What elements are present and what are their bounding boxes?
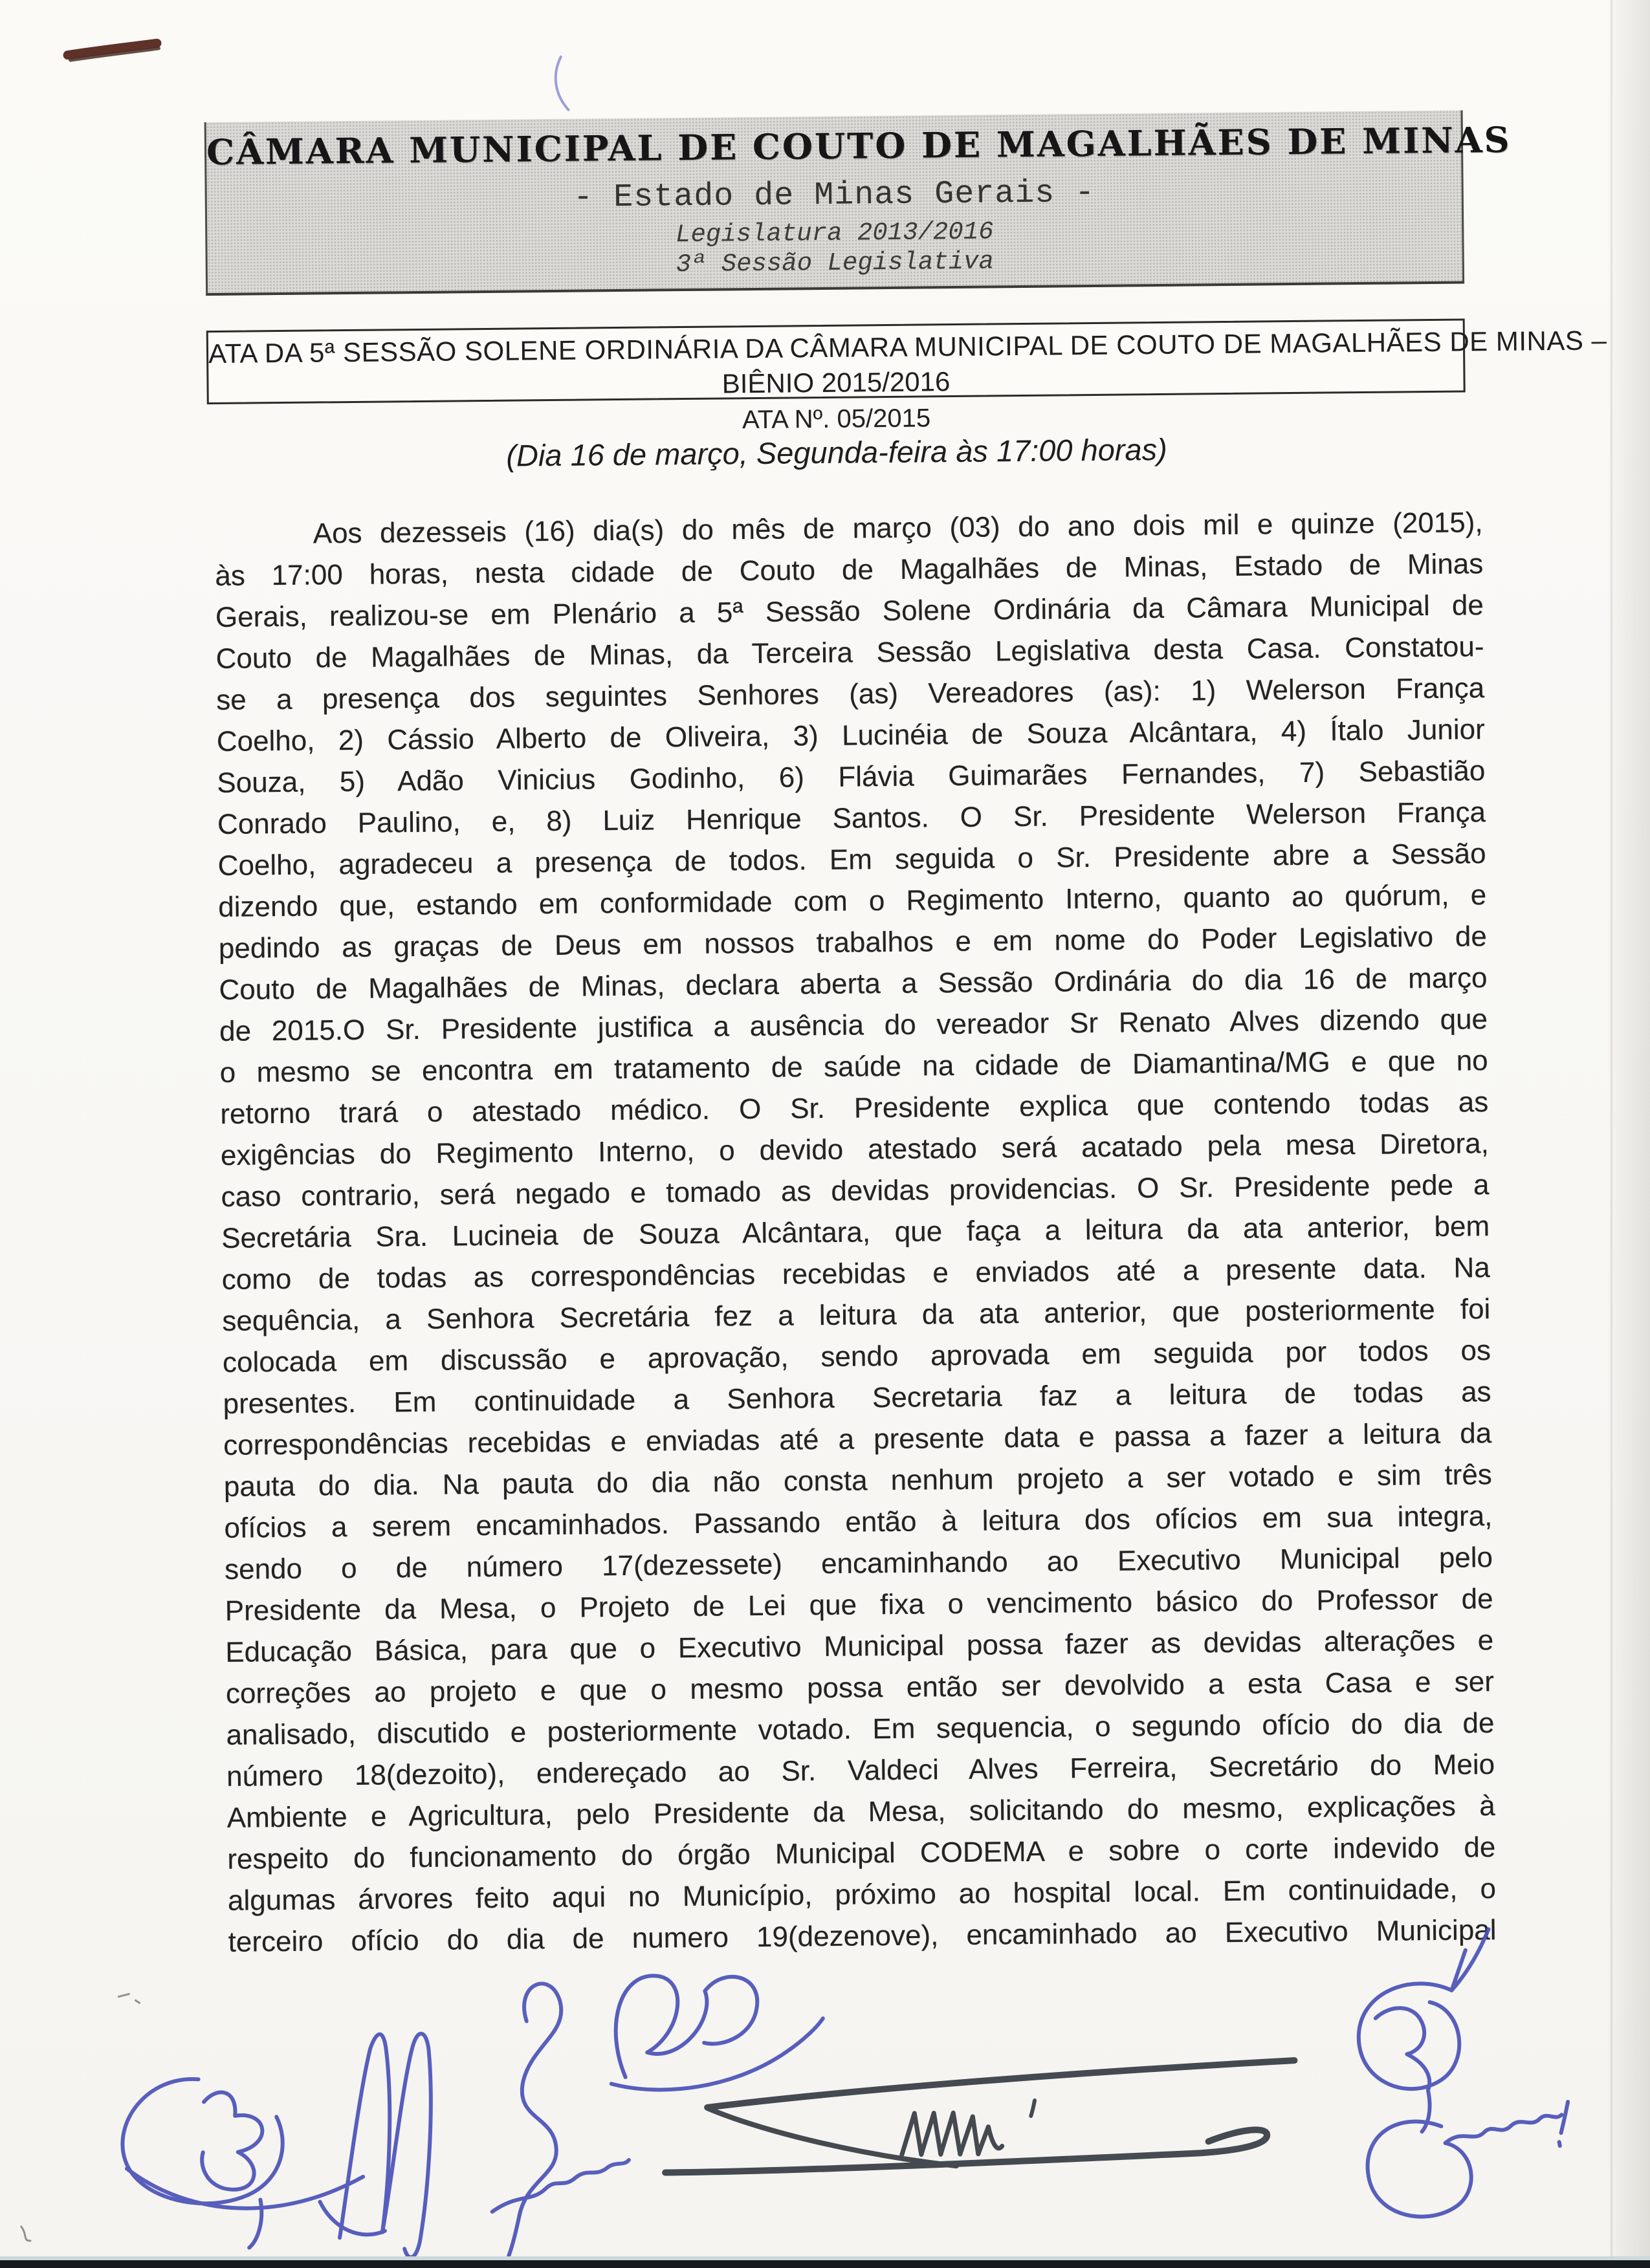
body-text-line: Presidente da Mesa, o Projeto de Lei que fixa o vencimento básico do Professor de xyxy=(225,1583,1493,1627)
session-datetime: (Dia 16 de março, Segunda-feira às 17:00 horas) xyxy=(506,431,1168,473)
scan-edge-shadow-right xyxy=(1609,0,1650,2268)
pencil-marks xyxy=(19,1994,142,2241)
body-text-line: retorno trará o atestado médico. O Sr. Presidente explica que contendo todas as xyxy=(220,1086,1489,1130)
body-text-line: se a presença dos seguintes Senhores (as) Vereadores (as): 1) Welerson França xyxy=(215,672,1485,717)
body-text-line: pauta do dia. Na pauta do dia não consta nenhum projeto a ser votado e sim três xyxy=(223,1459,1493,1503)
body-text-line: algumas árvores feito aqui no Município, próximo ao hospital local. Em continuidade, o xyxy=(227,1873,1497,1917)
body-text-line: Couto de Magalhães de Minas, da Terceira Sessão Legislativa desta Casa. Constatou- xyxy=(215,631,1484,675)
signature-4 xyxy=(610,1974,824,2090)
body-text-line: correspondências recebidas e enviadas até a presente data e passa a fazer a leitura da xyxy=(223,1417,1492,1461)
scan-edge-bar-bottom xyxy=(0,2260,1650,2268)
letterhead-title: CÂMARA MUNICIPAL DE COUTO DE MAGALHÃES DE MINAS xyxy=(206,118,1512,173)
body-text-line: sendo o de número 17(dezessete) encaminhando ao Executivo Municipal pelo xyxy=(224,1542,1493,1586)
signature-6 xyxy=(1358,1929,1490,2132)
body-text-line: Couto de Magalhães de Minas, declara aberta a Sessão Ordinária do dia 16 de março xyxy=(219,962,1488,1006)
pen-mark-top-left-edge xyxy=(71,49,159,60)
body-text-line: colocada em discussão e aprovação, sendo aprovada em seguida por todos os xyxy=(222,1335,1491,1379)
signature-7 xyxy=(1367,2102,1569,2217)
body-text-line: pedindo as graças de Deus em nossos trabalhos e em nome do Poder Legislativo de xyxy=(218,921,1488,965)
minutes-paragraph xyxy=(214,502,1496,1963)
body-text-line: analisado, discutido e posteriormente votado. Em sequencia, o segundo ofício do dia de xyxy=(226,1707,1495,1751)
body-text-line: dizendo que, estando em conformidade com o Regimento Interno, quanto ao quórum, e xyxy=(218,879,1487,923)
pen-mark-top-center xyxy=(555,57,568,110)
body-text-line: caso contrario, será negado e tomado as devidas providencias. O Sr. Presidente pede a xyxy=(221,1169,1490,1213)
body-text-line: exigências do Regimento Interno, o devido atestado será acatado pela mesa Diretora, xyxy=(220,1128,1490,1172)
scan-edge-line-right xyxy=(1611,0,1612,2268)
body-text-line: Souza, 5) Adão Vinicius Godinho, 6) Flávia Guimarães Fernandes, 7) Sebastião xyxy=(217,755,1486,799)
ata-title-line1: ATA DA 5ª SESSÃO SOLENE ORDINÁRIA DA CÂMARA MUNICIPAL DE COUTO DE MAGALHÃES DE MINAS – xyxy=(208,325,1607,369)
body-text-line: Aos dezesseis (16) dia(s) do mês de março (03) do ano dois mil e quinze (2015), xyxy=(313,507,1483,550)
body-text-line: correções ao projeto e que o mesmo possa então ser devolvido a esta Casa e ser xyxy=(225,1666,1495,1710)
signature-5-dark-ink xyxy=(664,2060,1295,2172)
body-text-line: sequência, a Senhora Secretária fez a leitura da ata anterior, que posteriormente foi xyxy=(222,1293,1491,1337)
signature-1 xyxy=(122,2077,364,2249)
letterhead-state-line: - Estado de Minas Gerais - xyxy=(573,174,1095,217)
ata-title-box xyxy=(206,318,1607,404)
body-text-line: Educação Básica, para que o Executivo Municipal possa fazer as devidas alterações e xyxy=(225,1624,1494,1668)
body-text-line: de 2015.O Sr. Presidente justifica a ausência do vereador Sr Renato Alves dizendo que xyxy=(219,1003,1488,1047)
body-text-line: Coelho, 2) Cássio Alberto de Oliveira, 3) Lucinéia de Souza Alcântara, 4) Ítalo Junior xyxy=(216,714,1485,758)
body-text-line: Gerais, realizou-se em Plenário a 5ª Sessão Solene Ordinária da Câmara Municipal de xyxy=(215,589,1484,634)
ata-title-line2: BIÊNIO 2015/2016 xyxy=(721,366,951,399)
body-text-line: às 17:00 horas, nesta cidade de Couto de Magalhães de Minas, Estado de Minas xyxy=(215,548,1484,593)
body-text-line: como de todas as correspondências recebidas e enviados até a presente data. Na xyxy=(221,1252,1490,1296)
signatures-blue-ink xyxy=(120,1928,1569,2264)
body-text-line: terceiro ofício do dia de numero 19(dezenove), encaminhado ao Executivo Municipal xyxy=(228,1914,1497,1958)
body-text-line: Secretária Sra. Lucineia de Souza Alcântara, que faça a leitura da ata anterior, bem xyxy=(221,1210,1490,1254)
body-text-line: número 18(dezoito), endereçado ao Sr. Valdeci Alves Ferreira, Secretário do Meio xyxy=(226,1749,1495,1793)
letterhead-legislative-session: 3ª Sessão Legislativa xyxy=(676,247,995,279)
body-text-line: Ambiente e Agricultura, pelo Presidente da Mesa, solicitando do mesmo, explicações à xyxy=(226,1790,1495,1834)
letterhead-legislature: Legislatura 2013/2016 xyxy=(675,217,994,250)
ata-number: ATA Nº. 05/2015 xyxy=(742,404,931,435)
pen-mark-top-left xyxy=(67,43,157,55)
body-text-line: Conrado Paulino, e, 8) Luiz Henrique Santos. O Sr. Presidente Welerson França xyxy=(217,796,1486,840)
body-text-line: o mesmo se encontra em tratamento de saúde na cidade de Diamantina/MG e que no xyxy=(219,1045,1488,1089)
body-text-line: ofícios a serem encaminhados. Passando então à leitura dos ofícios em sua integra, xyxy=(224,1500,1493,1544)
signature-2 xyxy=(318,2034,432,2258)
body-text-line: presentes. Em continuidade a Senhora Secretaria faz a leitura de todas as xyxy=(223,1376,1491,1420)
letterhead-box xyxy=(204,110,1512,296)
body-text-line: Coelho, agradeceu a presença de todos. Em seguida o Sr. Presidente abre a Sessão xyxy=(217,838,1486,882)
body-text-line: respeito do funcionamento do órgão Municipal CODEMA e sobre o corte indevido de xyxy=(227,1831,1496,1875)
signature-3 xyxy=(490,1983,630,2261)
